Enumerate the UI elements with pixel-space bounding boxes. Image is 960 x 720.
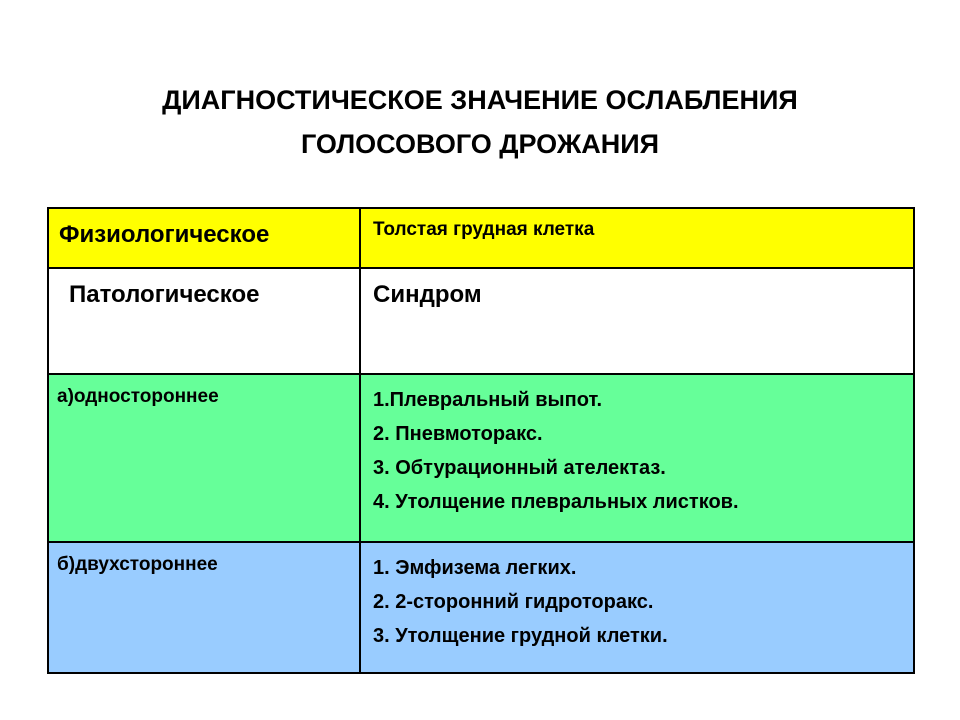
bilateral-causes <box>360 542 914 673</box>
table-row-unilateral <box>48 374 914 542</box>
unilateral-causes <box>360 374 914 542</box>
unilateral-label: а)одностороннее <box>48 374 360 542</box>
physiological-label: Физиологическое <box>48 208 360 268</box>
table-row-physiological <box>48 208 914 268</box>
title-line-2: ГОЛОСОВОГО ДРОЖАНИЯ <box>300 129 660 159</box>
bilateral-label: б)двухстороннее <box>48 542 360 673</box>
pathological-value: Синдром <box>360 268 914 374</box>
list-item: 2. 2-сторонний гидроторакс. <box>373 591 654 613</box>
list-item: 3. Обтурационный ателектаз. <box>373 457 666 479</box>
list-item: 1.Плевральный выпот. <box>373 389 603 411</box>
table-row-bilateral <box>48 542 914 673</box>
list-item: 2. Пневмоторакс. <box>373 423 543 445</box>
pathological-label: Патологическое <box>48 268 360 374</box>
physiological-value: Толстая грудная клетка <box>360 208 914 268</box>
list-item: 1. Эмфизема легких. <box>373 557 577 579</box>
list-item: 3. Утолщение грудной клетки. <box>373 625 668 647</box>
table-row-pathological <box>48 268 914 374</box>
slide-title <box>0 78 960 166</box>
title-line-1: ДИАГНОСТИЧЕСКОЕ ЗНАЧЕНИЕ ОСЛАБЛЕНИЯ <box>162 85 798 115</box>
list-item: 4. Утолщение плевральных листков. <box>373 491 739 513</box>
syndromes-table <box>47 207 915 674</box>
